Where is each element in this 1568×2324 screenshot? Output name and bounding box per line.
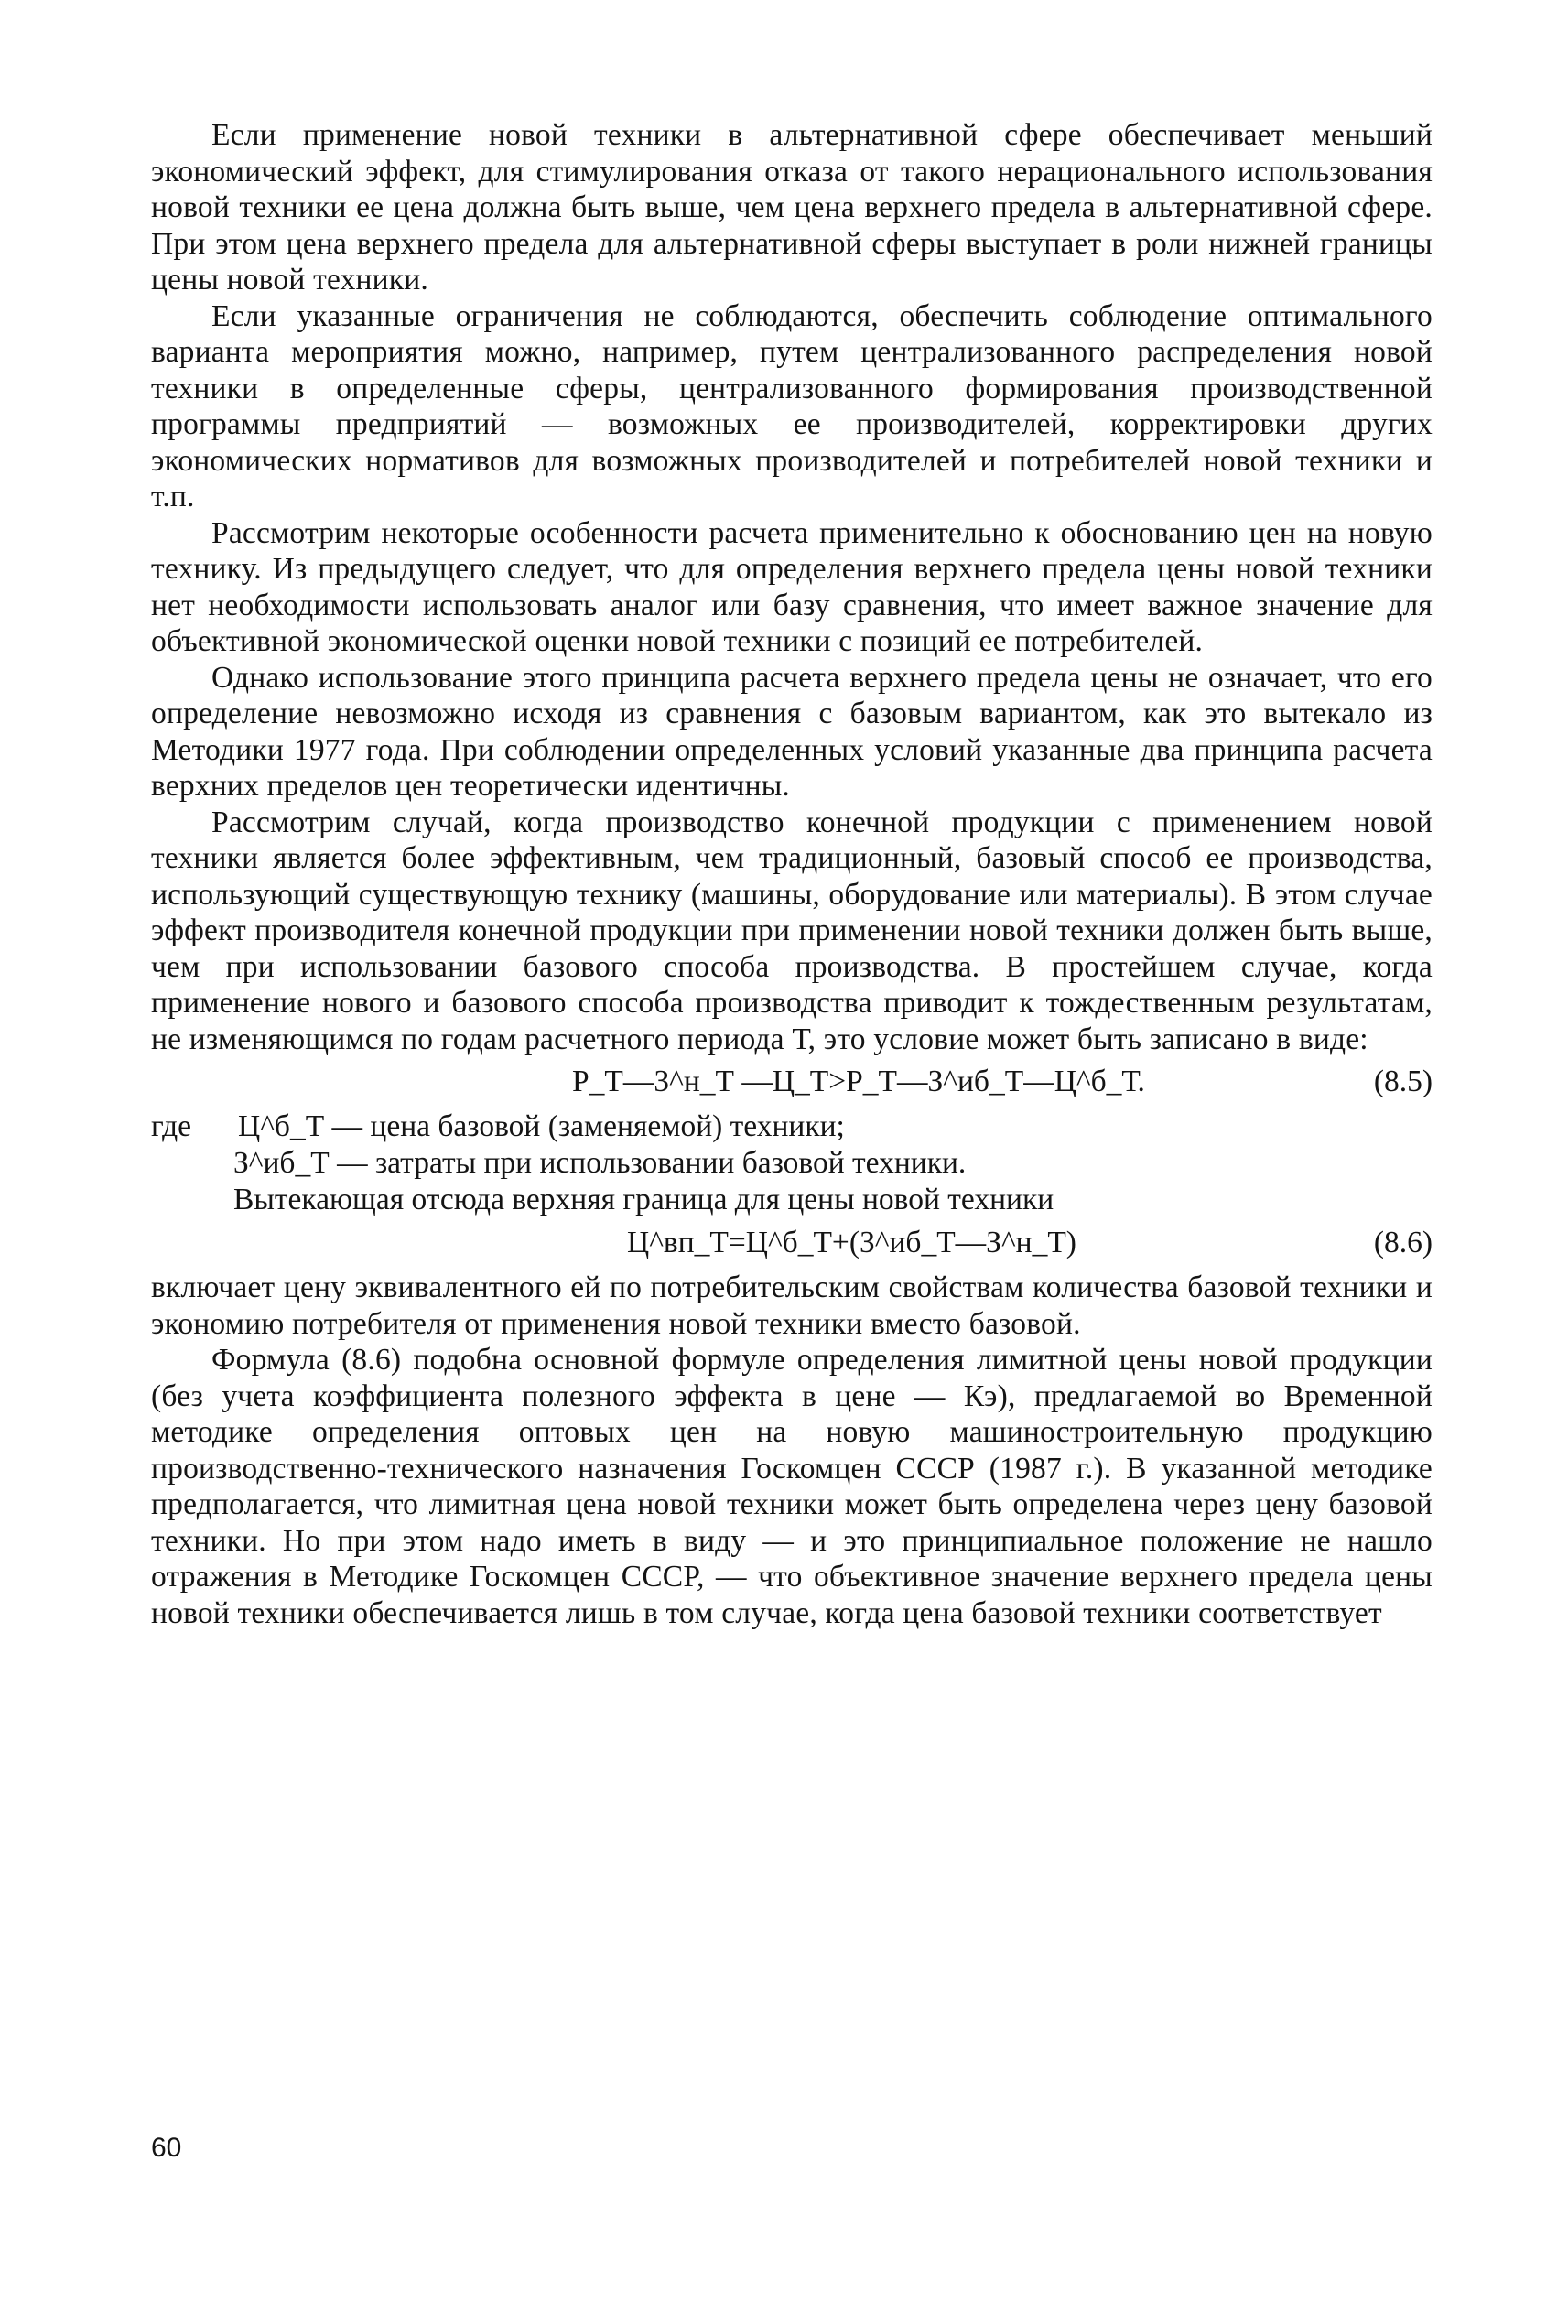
formula-8-6-number: (8.6) bbox=[1373, 1226, 1433, 1259]
paragraph-3: Рассмотрим некоторые особенности расчета применительно к обоснованию цен на новую технику. Из предыдущего следует, что для определения верхнего предела цены новой техники нет необходимости использовать аналог или базу сравнения, что имеет важное значение для объективной экономической оценки новой техники с позиций ее потребителей. bbox=[151, 515, 1433, 658]
paragraph-7: Формула (8.6) подобна основной формуле определения лимитной цены новой продукции (без учета коэффициента полезного эффекта в цене — Кэ), предлагаемой во Временной методике определения оптовых цен на новую машиностроительную продукцию производственно-технического назначения Госкомцен СССР (1987 г.). В указанной методике предполагается, что лимитная цена новой техники может быть определена через цену базовой техники. Но при этом надо иметь в виду — и это принципиальное положение не нашло отражения в Методике Госкомцен СССР, — что объективное значение верхнего предела цены новой техники обеспечивается лишь в том случае, когда цена базовой техники соответствует bbox=[151, 1343, 1433, 1630]
page-number: 60 bbox=[151, 2133, 182, 2163]
formula-8-6 bbox=[151, 1218, 1433, 1270]
formula-8-5 bbox=[151, 1057, 1433, 1108]
paragraph-6: включает цену эквивалентного ей по потребительским свойствам количества базовой техники и экономию потребителя от применения новой техники вместо базовой. bbox=[151, 1270, 1433, 1341]
paragraph-2: Если указанные ограничения не соблюдаются, обеспечить соблюдение оптимального варианта мероприятия можно, например, путем централизованного распределения новой техники в определенные сферы, централизованного формирования производственной программы предприятий — возможных ее производителей, корректировки других экономических нормативов для возможных производителей и потребителей новой техники и т.п. bbox=[151, 298, 1433, 513]
paragraph-1: Если применение новой техники в альтернативной сфере обеспечивает меньший экономический эффект, для стимулирования отказа от такого нерационального использования новой техники ее цена должна быть выше, чем цена верхнего предела в альтернативной сфере. При этом цена верхнего предела для альтернативной сферы выступает в роли нижней границы цены новой техники. bbox=[151, 118, 1433, 297]
page-body bbox=[151, 117, 1433, 1631]
paragraph-5: Рассмотрим случай, когда производство конечной продукции с применением новой техники является более эффективным, чем традиционный, базовый способ ее производства, использующий существующую технику (машины, оборудование или материалы). В этом случае эффект производителя конечной продукции при применении новой техники должен быть выше, чем при использовании базового способа производства. В простейшем случае, когда применение нового и базового способа производства приводит к тождественным результатам, не изменяющимся по годам расчетного периода Т, это условие может быть записано в виде: bbox=[151, 805, 1433, 1056]
formula-8-5-body: Р_Т—З^н_Т —Ц_Т>Р_Т—З^иб_Т—Ц^б_Т. bbox=[572, 1065, 1145, 1098]
where-block bbox=[151, 1108, 1433, 1218]
where-item-2: З^иб_Т — затраты при использовании базовой техники. bbox=[233, 1146, 967, 1180]
where-label: где bbox=[151, 1109, 191, 1143]
formula-8-5-number: (8.5) bbox=[1373, 1065, 1433, 1098]
paragraph-4: Однако использование этого принципа расчета верхнего предела цены не означает, что его определение невозможно исходя из сравнения с базовым вариантом, как это вытекало из Методики 1977 года. При соблюдении определенных условий указанные два принципа расчета верхних пределов цен теоретически идентичны. bbox=[151, 660, 1433, 803]
where-item-1: Ц^б_Т — цена базовой (заменяемой) техники; bbox=[238, 1109, 845, 1143]
formula-8-6-body: Ц^вп_Т=Ц^б_Т+(З^иб_Т—З^н_Т) bbox=[627, 1226, 1076, 1259]
where-after: Вытекающая отсюда верхняя граница для цены новой техники bbox=[233, 1183, 1054, 1216]
